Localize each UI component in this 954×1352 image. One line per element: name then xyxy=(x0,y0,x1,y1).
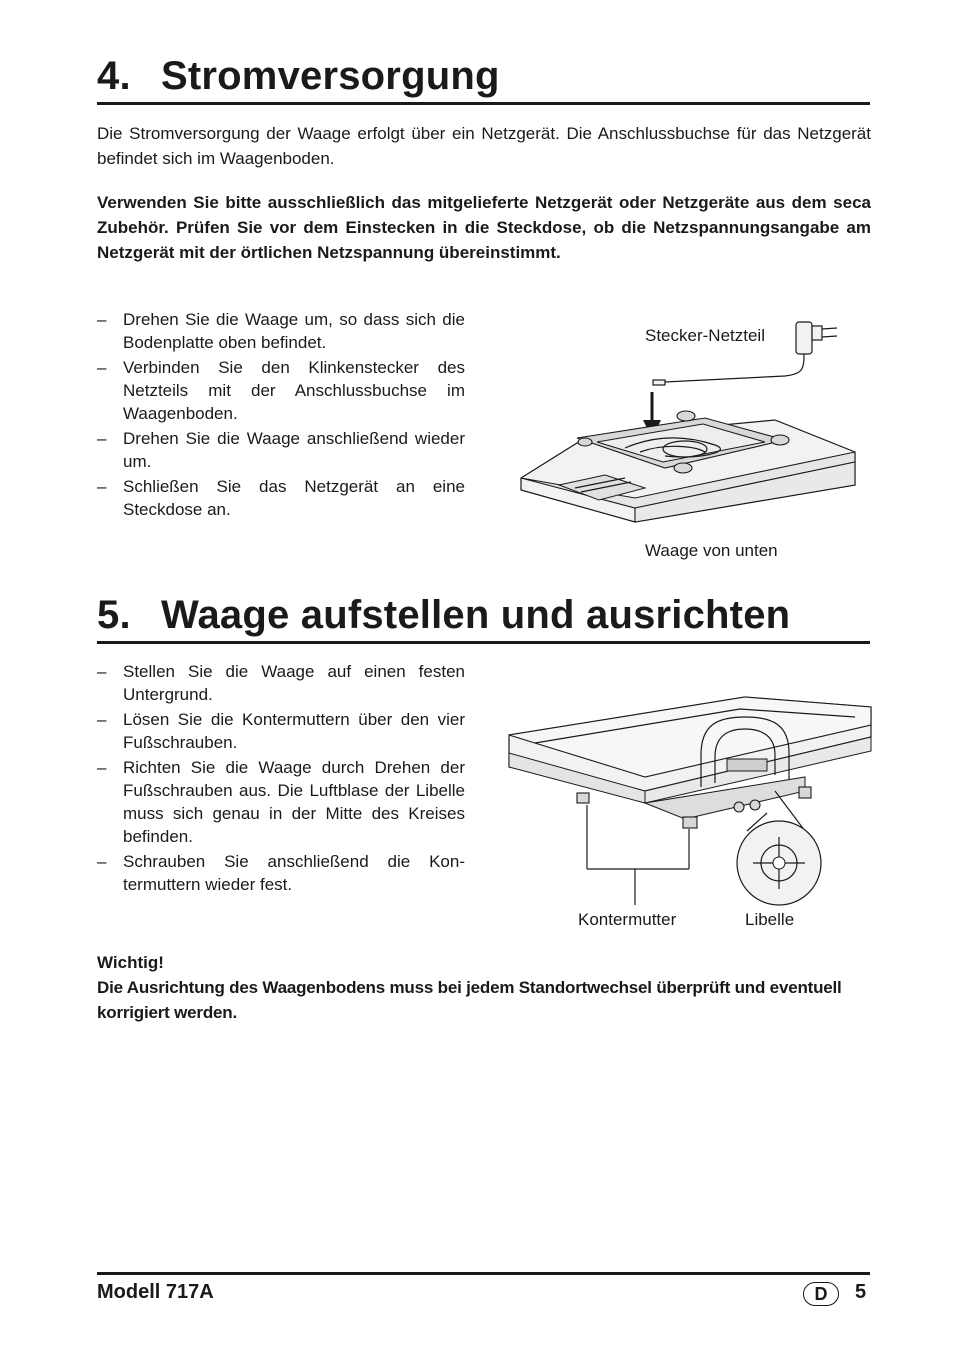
section-4-number: 4. xyxy=(97,54,131,98)
label-waage-von-unten: Waage von unten xyxy=(645,541,778,560)
list-item: – Richten Sie die Waage durch Drehen der Fußschrauben aus. Die Luftblase der Libelle muss sich genau in der Mitte des Kreises befinden. xyxy=(97,756,465,848)
section-4-intro: Die Stromversorgung der Waage erfolgt über ein Netzgerät. Die Anschlussbuchse für das Netzgerät befindet sich im Waagenboden. xyxy=(97,124,871,168)
label-stecker-netzteil: Stecker-Netzteil xyxy=(645,326,765,345)
section-5-number: 5. xyxy=(97,593,131,637)
section-5-heading xyxy=(97,593,870,644)
section-5-title: Waage aufstellen und ausrichten xyxy=(161,593,791,637)
list-item: – Stellen Sie die Waage auf einen festen Untergrund. xyxy=(97,660,465,706)
section-4-title: Stromversorgung xyxy=(161,54,500,98)
page-number: 5 xyxy=(855,1281,867,1303)
list-item: – Schließen Sie das Netzgerät an eine Steckdose an. xyxy=(97,475,465,521)
language-badge: D xyxy=(803,1282,839,1306)
list-item: – Verbinden Sie den Klinkenstecker des Netzteils mit der Anschlussbuchse im Waagenboden. xyxy=(97,356,465,425)
section-4-steps xyxy=(97,308,465,523)
section-4-warning: Verwenden Sie bitte ausschließlich das mitgelieferte Netzgerät oder Netzgeräte aus dem seca Zubehör. Prüfen Sie vor dem Einstecken in die Steckdose, ob die Netzspannungsangabe am Netzgerät mit der örtlichen Netzspannung übereinstimmt. xyxy=(97,193,871,262)
section-5-steps xyxy=(97,660,465,898)
list-item: – Lösen Sie die Kontermuttern über den vier Fußschrauben. xyxy=(97,708,465,754)
label-kontermutter: Kontermutter xyxy=(578,910,677,929)
important-title: Wichtig! xyxy=(97,953,164,972)
list-item: – Drehen Sie die Waage anschließend wieder um. xyxy=(97,427,465,473)
label-libelle: Libelle xyxy=(745,910,795,929)
list-item: – Drehen Sie die Waage um, so dass sich die Bodenplatte oben befindet. xyxy=(97,308,465,354)
important-text: Die Ausrichtung des Waagenbodens muss bei jedem Standortwechsel überprüft und eventuell korrigiert werden. xyxy=(97,978,842,1022)
footer-model: Modell 717A xyxy=(97,1281,214,1303)
section-4-heading xyxy=(97,54,870,105)
scale-leveling-illustration xyxy=(505,695,875,910)
footer-rule xyxy=(97,1272,870,1275)
list-item: – Schrauben Sie anschließend die Kontermuttern wieder fest. xyxy=(97,850,465,896)
